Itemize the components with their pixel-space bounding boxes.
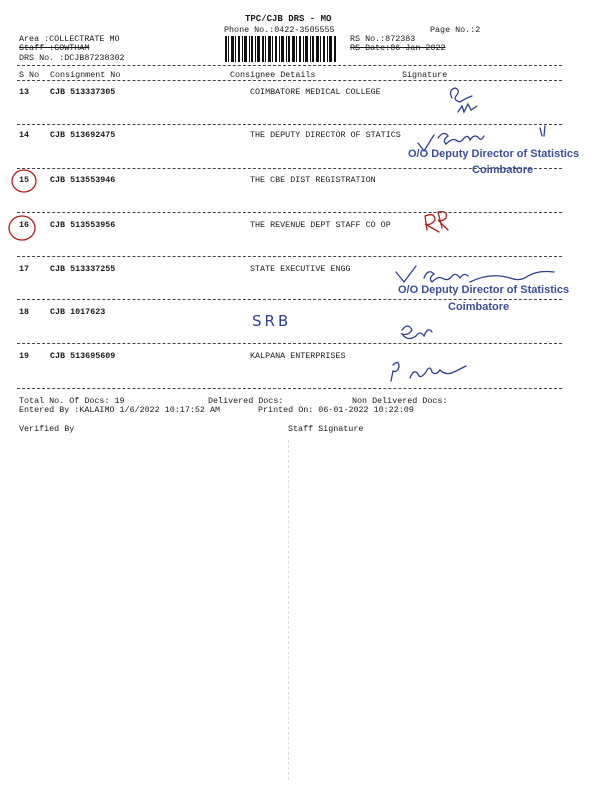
row-17-sno: 17 [19, 264, 30, 274]
row-18-consignment: CJB 1017623 [50, 307, 106, 317]
stamp-2-line-2: Coimbatore [448, 301, 510, 313]
row-18-sno: 18 [19, 307, 30, 317]
row-18-consignee-handwritten: SRB [252, 312, 292, 330]
rs-number: RS No.:872383 [350, 34, 416, 44]
row-16-consignment: CJB 513553956 [50, 220, 116, 230]
row-13-sno: 13 [19, 87, 30, 97]
delivered-docs: Delivered Docs: [208, 396, 284, 406]
row-17-consignee: STATE EXECUTIVE ENGG [250, 264, 351, 274]
total-docs: Total No. Of Docs: 19 [19, 396, 125, 406]
phone-number: Phone No.:0422-3505555 [224, 25, 335, 35]
staff-label: Staff :GOWTHAM [19, 43, 90, 53]
non-delivered-docs: Non Delivered Docs: [352, 396, 448, 406]
row-16-signature [425, 215, 439, 232]
row-15-consignee: THE CBE DIST REGISTRATION [250, 175, 376, 185]
row-14-sno: 14 [19, 130, 30, 140]
row-15-consignment: CJB 513553946 [50, 175, 116, 185]
entered-by: Entered By :KALAIMO 1/6/2022 10:17:52 AM [19, 405, 221, 415]
row-19-signature [391, 362, 399, 381]
row-17-signature [396, 266, 416, 282]
area-label: Area :COLLECTRATE MO [19, 34, 120, 44]
col-signature: Signature [402, 70, 448, 80]
col-consignment: Consignment No [50, 70, 121, 80]
row-19-consignee: KALPANA ENTERPRISES [250, 351, 346, 361]
row-16-sno: 16 [19, 220, 30, 230]
row-13-consignee: COIMBATORE MEDICAL COLLEGE [250, 87, 381, 97]
row-19-consignment: CJB 513695609 [50, 351, 116, 361]
document-title: TPC/CJB DRS - MO [245, 14, 332, 24]
row-13-consignment: CJB 513337305 [50, 87, 116, 97]
stamp-1-line-2: Coimbatore [472, 164, 534, 176]
row-17-consignment: CJB 513337255 [50, 264, 116, 274]
page-number: Page No.:2 [430, 25, 481, 35]
row-16-circle-mark [9, 216, 35, 240]
col-sno: S No [19, 70, 40, 80]
printed-on: Printed On: 06-01-2022 10:22:09 [258, 405, 414, 415]
row-15-circle-mark [12, 170, 36, 192]
stamp-2-line-1: O/O Deputy Director of Statistics [398, 284, 570, 296]
row-19-sno: 19 [19, 351, 30, 361]
row-13-signature [451, 88, 472, 102]
row-14-consignment: CJB 513692475 [50, 130, 116, 140]
row-14-consignee: THE DEPUTY DIRECTOR OF STATICS [250, 130, 401, 140]
col-consignee: Consignee Details [230, 70, 316, 80]
drs-number: DRS No. :DCJB87238302 [19, 53, 125, 63]
row-18-signature [402, 326, 432, 339]
stamp-1-line-1: O/O Deputy Director of Statistics [408, 148, 580, 160]
row-15-sno: 15 [19, 175, 30, 185]
verified-by: Verified By [19, 424, 75, 434]
staff-signature: Staff Signature [288, 424, 364, 434]
rs-date: RS Date:06-Jan-2022 [350, 43, 446, 53]
row-16-consignee: THE REVENUE DEPT STAFF CO OP [250, 220, 391, 230]
